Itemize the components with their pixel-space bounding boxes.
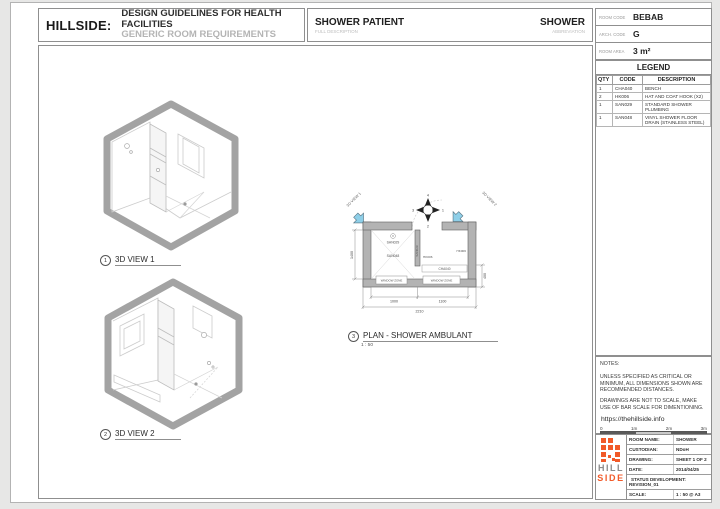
- titleblock-label: STATUS DEVELOPMENT:: [631, 477, 686, 483]
- plan-title: PLAN - SHOWER AMBULANT: [363, 331, 498, 342]
- arch-code-row: [595, 25, 712, 43]
- label-hook-2: HK006: [456, 249, 466, 253]
- label-floor-drain: SAN048: [386, 254, 400, 258]
- label-wall-plumbing: SAN029: [415, 245, 420, 257]
- iso-view-2-drawing: [100, 278, 248, 430]
- brand-name: HILLSIDE:: [46, 17, 112, 33]
- titleblock-value: SHOWER: [676, 437, 697, 443]
- arch-code-value: G: [633, 29, 640, 39]
- dim-bottom-left: 1000: [390, 299, 398, 304]
- titleblock-row-custodian: [627, 445, 711, 455]
- room-full-label: FULL DESCRIPTION: [315, 28, 358, 34]
- room-abbreviation: SHOWER: [540, 16, 585, 28]
- legend-code: SAN029: [613, 101, 643, 114]
- titleblock-label: ROOM NAME:: [627, 435, 674, 444]
- plan-caption: [348, 331, 498, 348]
- view2-number: 2: [100, 429, 111, 440]
- room-code-value: BEBAB: [633, 12, 664, 22]
- titleblock-value: REVISION_01: [629, 482, 659, 488]
- logo-text-side: SIDE: [597, 473, 625, 483]
- room-full-name: SHOWER PATIENT: [315, 16, 405, 28]
- titleblock-value: 2014/04/25: [676, 467, 699, 473]
- titleblock-row-room-name: [627, 435, 711, 445]
- titleblock-label: DATE:: [627, 465, 674, 474]
- title-block: [595, 434, 712, 500]
- table-row: [597, 101, 711, 114]
- legend-qty: 1: [597, 101, 613, 114]
- notes-paragraph-1: UNLESS SPECIFIED AS CRITICAL OR MINIMUM, ALL DIMENSIONS SHOWN ARE RECOMMENDED DISTANCES.: [600, 373, 703, 394]
- compass-num-top: 4: [427, 193, 429, 198]
- view1-title: 3D VIEW 1: [115, 255, 181, 266]
- label-shower-plumbing: SAN029: [386, 240, 400, 245]
- compass-num-left: 3: [412, 208, 414, 213]
- logo-blocks-icon: [599, 437, 623, 463]
- titleblock-row-status: [627, 475, 711, 490]
- legend-col-code: CODE: [613, 76, 643, 85]
- label-window-zone-right: WINDOW ZONE: [430, 278, 453, 283]
- titleblock-row-scale: [627, 490, 711, 499]
- scalebar-tick: 1m: [630, 425, 638, 431]
- titleblock-label: SCALE:: [627, 490, 674, 499]
- header-brand-cell: [38, 8, 305, 42]
- room-area-label: ROOM AREA: [599, 48, 625, 54]
- room-area-value: 3 m²: [633, 46, 651, 56]
- header-room-cell: [307, 8, 593, 42]
- legend-description: HAT AND COAT HOOK (X2): [643, 93, 711, 101]
- notes-panel: [595, 356, 712, 434]
- legend-description: STANDARD SHOWER PLUMBING: [643, 101, 711, 114]
- label-bench: CHA040: [438, 267, 451, 272]
- iso-view-1-drawing: [100, 100, 245, 252]
- legend-header-row: [597, 76, 711, 85]
- dim-bottom-total: 2210: [415, 309, 424, 314]
- plan-drawing: [330, 185, 590, 325]
- legend-description: VINYL SHOWER FLOOR DRAIN (STAINLESS STEEL): [643, 114, 711, 127]
- room-code-label: ROOM CODE: [599, 14, 626, 20]
- legend-code: SAN048: [613, 114, 643, 127]
- plan-marker-view2: 3D VIEW 2: [481, 190, 498, 207]
- view1-caption: [100, 255, 181, 266]
- table-row: [597, 85, 711, 93]
- legend-col-description: DESCRIPTION: [643, 76, 711, 85]
- titleblock-value: SHEET 1 OF 2: [676, 457, 707, 463]
- dim-bottom-right: 1100: [438, 299, 447, 304]
- arch-code-label: ARCH. CODE: [599, 31, 626, 37]
- view1-number: 1: [100, 255, 111, 266]
- titleblock-label: DRAWING:: [627, 455, 674, 464]
- shower-rose-center: [392, 235, 393, 236]
- table-row: [597, 93, 711, 101]
- website-link[interactable]: https://thehillside.info: [601, 415, 665, 423]
- legend-title: LEGEND: [596, 61, 711, 75]
- titleblock-value: NDoH: [676, 447, 689, 453]
- legend-table: [596, 75, 711, 127]
- legend-qty: 1: [597, 114, 613, 127]
- plan-marker-view1: 3D VIEW 1: [345, 191, 362, 208]
- scalebar-tick: 0: [600, 425, 603, 431]
- titleblock-row-drawing: [627, 455, 711, 465]
- view2-title: 3D VIEW 2: [115, 429, 181, 440]
- legend-qty: 1: [597, 85, 613, 93]
- doc-title: DESIGN GUIDELINES FOR HEALTH FACILITIES: [121, 7, 282, 30]
- titleblock-label: CUSTODIAN:: [627, 445, 674, 454]
- room-abbr-label: ABBREVIATION: [552, 28, 585, 34]
- titleblock-row-date: [627, 465, 711, 475]
- notes-heading: NOTES:: [600, 361, 620, 367]
- notes-paragraph-2: DRAWINGS ARE NOT TO SCALE, MAKE USE OF BAR SCALE FOR DIMENTIONING.: [600, 398, 704, 411]
- logo-text-hill: HILL: [598, 463, 624, 473]
- label-hook-1: HK006: [423, 255, 433, 259]
- legend-qty: 2: [597, 93, 613, 101]
- doc-subtitle: GENERIC ROOM REQUIREMENTS: [121, 29, 277, 41]
- legend-panel: [595, 60, 712, 356]
- legend-description: BENCH: [643, 85, 711, 93]
- plan-compass-icon: [412, 194, 444, 229]
- plan-scale: 1 : 50: [361, 343, 374, 348]
- scalebar-tick: 2m: [665, 425, 673, 431]
- room-area-row: [595, 42, 712, 60]
- titleblock-value: 1 : 50 @ A3: [676, 491, 701, 497]
- legend-code: HK006: [613, 93, 643, 101]
- legend-col-qty: QTY: [597, 76, 613, 85]
- plan-number: 3: [348, 331, 359, 342]
- room-code-row: [595, 8, 712, 26]
- dim-left-depth: 1400: [350, 251, 354, 259]
- compass-num-bottom: 2: [427, 224, 429, 229]
- hillside-logo: [596, 435, 627, 499]
- view2-caption: [100, 429, 181, 440]
- legend-code: CHA040: [613, 85, 643, 93]
- dim-right-depth: 400: [482, 273, 487, 279]
- label-window-zone-left: WINDOW ZONE: [380, 278, 403, 283]
- compass-num-right: 1: [442, 208, 444, 213]
- table-row: [597, 114, 711, 127]
- scalebar-tick: 3m: [700, 425, 707, 431]
